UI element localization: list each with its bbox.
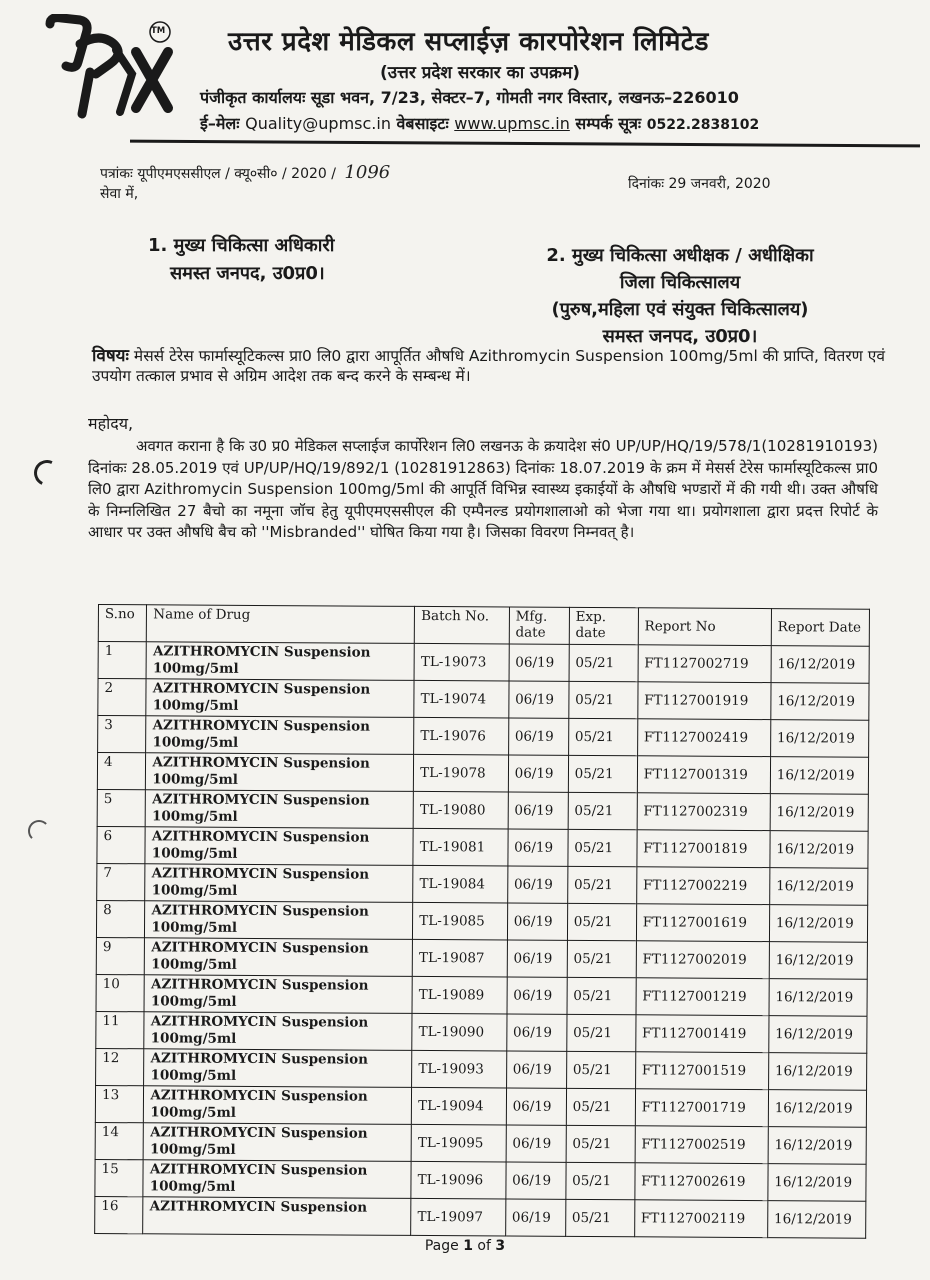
drug-name-line2: 100mg/5ml — [151, 919, 238, 936]
page-number: 1 — [463, 1238, 473, 1254]
cell-sno: 10 — [96, 974, 145, 1011]
website-link[interactable]: www.upmsc.in — [454, 114, 570, 133]
cell-batch-no: TL-19094 — [412, 1087, 507, 1125]
table-row — [97, 826, 868, 868]
cell-sno: 12 — [96, 1048, 145, 1085]
page-total: 3 — [495, 1238, 506, 1254]
cell-report-date: 16/12/2019 — [769, 979, 867, 1017]
cell-sno: 4 — [97, 753, 146, 790]
table-row — [97, 789, 868, 831]
cell-exp-date: 05/21 — [568, 792, 637, 829]
header-report-date: Report Date — [771, 609, 869, 647]
cell-sno: 1 — [98, 642, 147, 679]
drug-name-line2: 100mg/5ml — [150, 993, 237, 1010]
cell-exp-date: 05/21 — [566, 1088, 635, 1125]
cell-batch-no: TL-19084 — [413, 865, 508, 903]
drug-name-line1: AZITHROMYCIN Suspension — [152, 680, 371, 698]
cell-drug-name — [143, 1123, 411, 1162]
cell-report-date: 16/12/2019 — [769, 942, 867, 980]
cell-mfg-date: 06/19 — [509, 644, 569, 681]
subject-text: मेसर्स टेरेस फार्मास्यूटिकल्स प्रा0 लि0 द्वारा आपूर्तित औषधि Azithromycin Suspension 100mg/5ml की प्राप्ति, वितरण एवं उपयोग तत्काल प्रभाव से अग्रिम आदेश तक बन्द करने के सम्बन्ध में। — [92, 347, 885, 385]
cell-mfg-date: 06/19 — [508, 829, 568, 866]
organization-contact — [200, 112, 759, 134]
cell-report-no: FT1127002019 — [636, 941, 769, 979]
drug-name-line1: AZITHROMYCIN Suspension — [151, 939, 369, 957]
cell-drug-name — [146, 753, 414, 792]
addressee-two — [470, 242, 890, 350]
cell-mfg-date: 06/19 — [508, 792, 568, 829]
cell-drug-name — [146, 642, 414, 681]
cell-drug-name — [145, 938, 413, 977]
cell-batch-no: TL-19087 — [412, 939, 507, 977]
cell-drug-name — [146, 716, 414, 755]
cell-sno: 5 — [97, 789, 146, 826]
cell-report-date: 16/12/2019 — [771, 646, 869, 684]
page-of: of — [477, 1238, 491, 1254]
cell-batch-no: TL-19096 — [411, 1161, 506, 1199]
cell-report-no: FT1127001419 — [635, 1015, 768, 1053]
drug-name-line2: 100mg/5ml — [152, 771, 238, 788]
cell-report-no: FT1127002719 — [638, 645, 771, 683]
cell-batch-no: TL-19081 — [413, 828, 508, 866]
cell-report-no: FT1127002319 — [637, 793, 770, 831]
table-row — [96, 937, 867, 979]
cell-mfg-date: 06/19 — [506, 1088, 566, 1125]
page-footer — [0, 1238, 930, 1254]
punch-hole-mark — [28, 820, 50, 842]
email-address[interactable]: Quality@upmsc.in — [245, 114, 391, 133]
cell-drug-name — [144, 975, 412, 1014]
body-text: अवगत कराना है कि उ0 प्र0 मेडिकल सप्लाईज कार्पोरेशन लि0 लखनऊ के क्रयादेश सं0 UP/UP/HQ/19/578/1(10281910193) दिनांकः 28.05.2019 एवं UP/UP/HQ/19/892/1 (10281912863) दिनांकः 18.07.2019 के क्रम में मेसर्स टेरेस फार्मास्यूटिकल्स प्रा0 लि0 द्वारा Azithromycin Suspension 100mg/5ml की आपूर्ति विभिन्न स्वास्थ्य इकाईयों के औषधि भण्डारों में की गयी थी। उक्त औषधि के निम्नलिखित 27 बैचो का नमूना जॉच हेतु यूपीएमएससीएल की एम्पैनल्ड प्रयोगशालाओ को भेजा गया था। प्रयोगशाला द्वारा प्रदत्त रिपोर्ट के आधार पर उक्त औषधि बैच को ''Misbranded'' घोषित किया गया है। जिसका विवरण निम्नवत् है। — [88, 437, 878, 541]
drug-name-line1: AZITHROMYCIN Suspension — [150, 1013, 369, 1031]
cell-drug-name — [145, 790, 413, 829]
table-row — [98, 679, 869, 721]
drug-name-line1: AZITHROMYCIN Suspension — [151, 902, 369, 920]
drug-batch-table — [94, 604, 870, 1239]
addressee-two-line4: समस्त जनपद, उ0प्र0। — [602, 326, 758, 347]
cell-exp-date: 05/21 — [569, 644, 638, 681]
drug-name-line1: AZITHROMYCIN Suspension — [153, 643, 371, 661]
contact-label: सम्पर्क सूत्रः — [575, 114, 642, 133]
cell-mfg-date: 06/19 — [508, 681, 568, 718]
cell-report-no: FT1127001619 — [636, 904, 769, 942]
cell-drug-name — [144, 1049, 412, 1088]
cell-report-no: FT1127002419 — [637, 719, 770, 757]
cell-exp-date: 05/21 — [566, 1162, 635, 1199]
drug-name-line1: AZITHROMYCIN Suspension — [150, 1050, 369, 1068]
header-mfg-date: Mfg. date — [509, 607, 569, 644]
cell-batch-no: TL-19074 — [414, 680, 509, 718]
punch-hole-mark — [30, 456, 63, 489]
drug-name-line1: AZITHROMYCIN Suspension — [151, 828, 370, 846]
cell-report-date: 16/12/2019 — [770, 794, 868, 832]
cell-mfg-date: 06/19 — [507, 903, 567, 940]
handwritten-number: 1096 — [344, 162, 391, 183]
table-row — [95, 1159, 866, 1201]
website-label: वेबसाइटः — [396, 114, 449, 133]
cell-mfg-date: 06/19 — [506, 1051, 566, 1088]
table-row — [96, 1011, 867, 1053]
cell-batch-no: TL-19095 — [411, 1124, 506, 1162]
cell-exp-date: 05/21 — [568, 718, 637, 755]
cell-report-no: FT1127001519 — [635, 1052, 768, 1090]
sewa-mein: सेवा में, — [100, 186, 139, 202]
drug-name-line2: 100mg/5ml — [152, 660, 239, 677]
cell-batch-no: TL-19073 — [414, 643, 509, 681]
cell-exp-date: 05/21 — [569, 681, 638, 718]
letter-date: दिनांकः 29 जनवरी, 2020 — [628, 176, 771, 192]
header-exp-date: Exp. date — [569, 607, 638, 644]
cell-mfg-date: 06/19 — [506, 1162, 566, 1199]
subject — [92, 346, 892, 386]
cell-report-date: 16/12/2019 — [768, 1127, 866, 1165]
cell-drug-name — [144, 1086, 412, 1125]
cell-mfg-date: 06/19 — [507, 866, 567, 903]
table-row — [95, 1196, 866, 1238]
cell-mfg-date: 06/19 — [507, 940, 567, 977]
cell-batch-no: TL-19093 — [412, 1050, 507, 1088]
cell-report-date: 16/12/2019 — [767, 1201, 865, 1239]
cell-batch-no: TL-19078 — [414, 754, 509, 792]
table-header-row — [98, 605, 869, 647]
cell-report-no: FT1127001319 — [637, 756, 770, 794]
organization-address: पंजीकृत कार्यालयः सूडा भवन, 7/23, सेक्टर–7, गोमती नगर विस्तार, लखनऊ–226010 — [200, 88, 739, 107]
header-report-no: Report No — [638, 608, 771, 646]
table-row — [95, 1085, 866, 1127]
cell-mfg-date: 06/19 — [507, 977, 567, 1014]
addressee-one-line1: 1. मुख्य चिकित्सा अधिकारी — [148, 235, 335, 256]
cell-exp-date: 05/21 — [566, 1051, 635, 1088]
cell-sno: 15 — [95, 1159, 144, 1196]
cell-batch-no: TL-19090 — [412, 1013, 507, 1051]
cell-report-no: FT1127002119 — [634, 1200, 767, 1238]
cell-batch-no: TL-19097 — [411, 1198, 506, 1236]
addressee-two-line1: 2. मुख्य चिकित्सा अधीक्षक / अधीक्षिका — [546, 245, 814, 266]
table-row — [96, 1048, 867, 1090]
cell-batch-no: TL-19080 — [413, 791, 508, 829]
drug-name-line2: 100mg/5ml — [151, 845, 238, 862]
cell-sno: 13 — [95, 1085, 144, 1122]
header-drug-name: Name of Drug — [147, 605, 415, 644]
cell-sno: 3 — [98, 716, 147, 753]
letterhead-divider — [130, 140, 920, 148]
cell-sno: 16 — [95, 1196, 144, 1233]
phone-number: 0522.2838102 — [646, 117, 760, 133]
cell-batch-no: TL-19076 — [414, 717, 509, 755]
cell-exp-date: 05/21 — [565, 1199, 634, 1236]
organization-subtitle: (उत्तर प्रदेश सरकार का उपक्रम) — [380, 63, 580, 83]
drug-name-line1: AZITHROMYCIN Suspension — [150, 1124, 368, 1142]
reference-number — [100, 162, 390, 183]
drug-name-line2: 100mg/5ml — [150, 1030, 237, 1047]
drug-name-line1: AZITHROMYCIN Suspension — [152, 717, 371, 735]
header-sno: S.no — [98, 605, 147, 642]
cell-batch-no: TL-19085 — [413, 902, 508, 940]
cell-sno: 14 — [95, 1122, 144, 1159]
table-row — [97, 753, 868, 795]
table-row — [97, 863, 868, 905]
cell-report-no: FT1127001719 — [635, 1089, 768, 1127]
cell-report-no: FT1127002219 — [636, 867, 769, 905]
cell-drug-name — [144, 1012, 412, 1051]
drug-name-line1: AZITHROMYCIN Suspension — [149, 1161, 368, 1179]
table-row — [95, 1122, 866, 1164]
cell-mfg-date: 06/19 — [508, 718, 568, 755]
cell-mfg-date: 06/19 — [508, 755, 568, 792]
drug-name-line2: 100mg/5ml — [149, 1178, 236, 1195]
drug-name-line1: AZITHROMYCIN Suspension — [152, 791, 370, 809]
cell-drug-name — [145, 864, 413, 903]
reference-label: पत्रांकः यूपीएमएससीएल / क्यू०सी० / 2020 / — [100, 166, 336, 182]
upmsc-logo — [40, 14, 180, 124]
trademark-text: TM — [151, 26, 166, 36]
cell-sno: 8 — [96, 900, 145, 937]
drug-name-line2: 100mg/5ml — [152, 697, 239, 714]
salutation: महोदय, — [88, 414, 134, 433]
cell-report-no: FT1127001919 — [637, 682, 770, 720]
cell-report-no: FT1127002619 — [635, 1163, 768, 1201]
table-row — [98, 642, 869, 684]
drug-name-line1: AZITHROMYCIN Suspension — [150, 976, 369, 994]
cell-report-date: 16/12/2019 — [770, 831, 868, 869]
cell-sno: 7 — [97, 863, 146, 900]
cell-exp-date: 05/21 — [567, 977, 636, 1014]
cell-report-date: 16/12/2019 — [769, 905, 867, 943]
organization-name: उत्तर प्रदेश मेडिकल सप्लाईज़ कारपोरेशन लिमिटेड — [228, 27, 709, 57]
cell-report-no: FT1127001219 — [636, 978, 769, 1016]
cell-sno: 6 — [97, 826, 146, 863]
cell-mfg-date: 06/19 — [506, 1014, 566, 1051]
cell-sno: 11 — [96, 1011, 145, 1048]
addressee-two-line2: जिला चिकित्सालय — [619, 272, 741, 293]
cell-exp-date: 05/21 — [566, 1014, 635, 1051]
drug-name-line2: 100mg/5ml — [151, 956, 237, 973]
cell-report-no: FT1127002519 — [635, 1126, 768, 1164]
cell-drug-name — [143, 1160, 411, 1199]
cell-drug-name — [145, 901, 413, 940]
cell-exp-date: 05/21 — [567, 866, 636, 903]
addressee-two-line3: (पुरुष,महिला एवं संयुक्त चिकित्सालय) — [551, 299, 809, 320]
cell-mfg-date: 06/19 — [505, 1199, 565, 1236]
cell-drug-name — [145, 827, 413, 866]
cell-sno: 9 — [96, 937, 145, 974]
email-label: ई–मेलः — [200, 114, 240, 133]
cell-report-no: FT1127001819 — [637, 830, 770, 868]
body-paragraph — [88, 436, 878, 544]
cell-drug-name — [143, 1197, 411, 1236]
cell-mfg-date: 06/19 — [506, 1125, 566, 1162]
addressee-one — [148, 232, 334, 288]
cell-drug-name — [146, 679, 414, 718]
cell-report-date: 16/12/2019 — [768, 1164, 866, 1202]
table-row — [96, 974, 867, 1016]
drug-name-line1: AZITHROMYCIN Suspension — [151, 865, 370, 883]
cell-exp-date: 05/21 — [568, 755, 637, 792]
drug-name-line2: 100mg/5ml — [152, 734, 239, 751]
addressee-one-line2: समस्त जनपद, उ0प्र0। — [170, 263, 325, 284]
cell-exp-date: 05/21 — [567, 940, 636, 977]
cell-exp-date: 05/21 — [568, 829, 637, 866]
drug-name-line2: 100mg/5ml — [151, 808, 238, 825]
header-batch-no: Batch No. — [414, 606, 509, 644]
drug-name-line1: AZITHROMYCIN Suspension — [152, 754, 370, 772]
cell-exp-date: 05/21 — [567, 903, 636, 940]
cell-batch-no: TL-19089 — [412, 976, 507, 1014]
drug-name-line2: 100mg/5ml — [150, 1067, 237, 1084]
cell-report-date: 16/12/2019 — [768, 1053, 866, 1091]
cell-report-date: 16/12/2019 — [769, 868, 867, 906]
cell-report-date: 16/12/2019 — [768, 1090, 866, 1128]
page-prefix: Page — [424, 1238, 459, 1254]
drug-name-line1: AZITHROMYCIN Suspension — [149, 1198, 368, 1216]
cell-report-date: 16/12/2019 — [770, 720, 868, 758]
cell-report-date: 16/12/2019 — [770, 757, 868, 795]
drug-name-line2: 100mg/5ml — [150, 1104, 236, 1121]
table-row — [98, 716, 869, 758]
cell-exp-date: 05/21 — [566, 1125, 635, 1162]
cell-sno: 2 — [98, 679, 147, 716]
drug-name-line2: 100mg/5ml — [149, 1141, 236, 1158]
cell-report-date: 16/12/2019 — [771, 683, 869, 721]
drug-name-line2: 100mg/5ml — [151, 882, 238, 899]
cell-report-date: 16/12/2019 — [769, 1016, 867, 1054]
drug-name-line1: AZITHROMYCIN Suspension — [150, 1087, 368, 1105]
subject-label: विषयः — [92, 346, 129, 366]
table-row — [96, 900, 867, 942]
